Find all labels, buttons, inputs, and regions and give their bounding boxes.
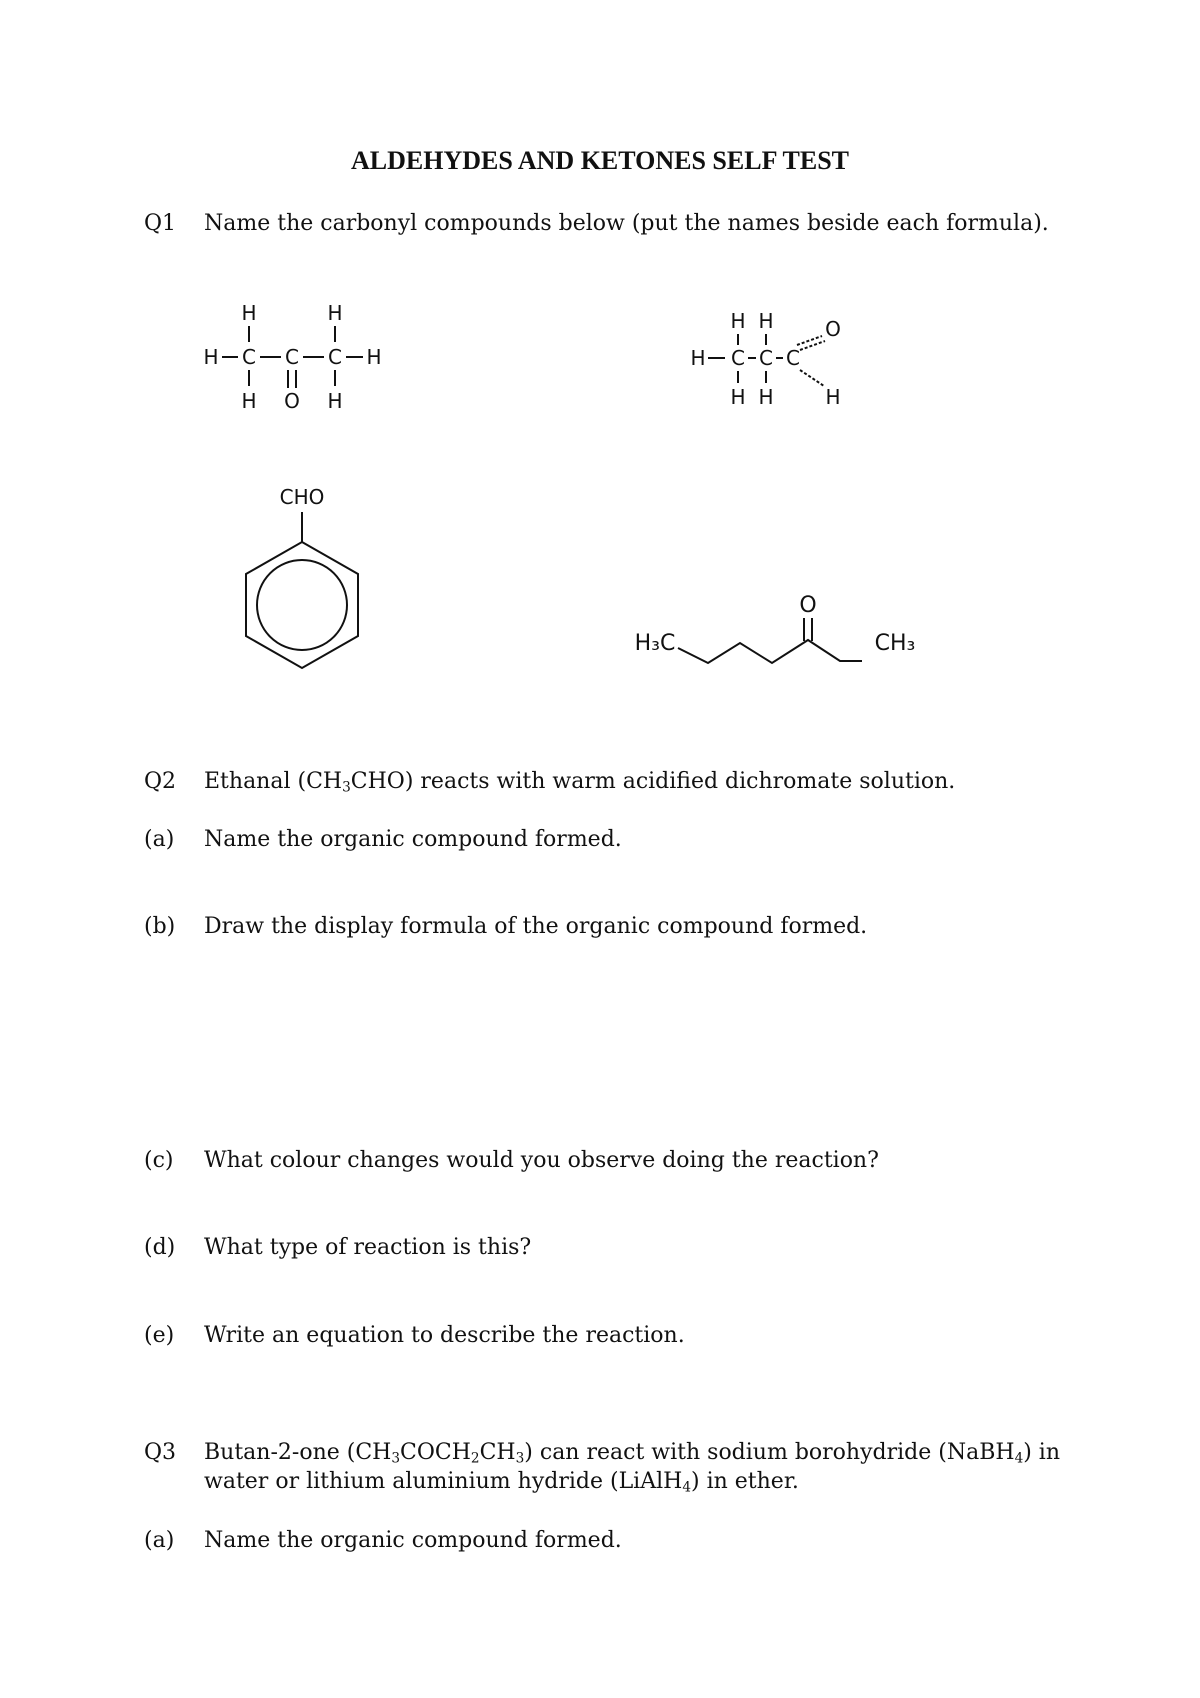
part-label: (a) (144, 827, 175, 852)
part-text: Draw the display formula of the organic compound formed. (204, 914, 868, 939)
atom-c: C (759, 346, 773, 370)
atom-h: H (366, 345, 382, 369)
atom-h: H (690, 346, 706, 370)
question-text: water or lithium aluminium hydride (LiAlH$_4$) in ether. (204, 1469, 799, 1496)
part-text: Name the organic compound formed. (204, 1528, 622, 1553)
atom-h: H (825, 385, 841, 409)
part-label: (a) (144, 1528, 175, 1553)
ch3-label: CH₃ (874, 631, 916, 656)
atom-h: H (327, 301, 343, 325)
atom-o: O (284, 389, 300, 413)
part-text: What colour changes would you observe doing the reaction? (204, 1148, 879, 1173)
atom-o: O (799, 593, 817, 618)
cho-group-label: CHO (279, 485, 325, 509)
atom-c: C (242, 345, 256, 369)
part-text: Write an equation to describe the reaction. (204, 1323, 685, 1348)
part-label: (e) (144, 1323, 175, 1348)
benzaldehyde-structure (230, 480, 380, 690)
page-title: ALDEHYDES AND KETONES SELF TEST (350, 146, 850, 175)
propanone-structure (190, 300, 400, 420)
atom-h: H (730, 310, 746, 333)
atom-h: H (758, 385, 774, 409)
atom-h: H (730, 385, 746, 409)
atom-c: C (786, 346, 800, 370)
part-text: What type of reaction is this? (204, 1235, 532, 1260)
atom-h: H (758, 310, 774, 333)
atom-c: C (731, 346, 745, 370)
part-label: (d) (144, 1235, 176, 1260)
question-number: Q2 (144, 769, 177, 794)
atom-c: C (285, 345, 299, 369)
atom-o: O (825, 317, 841, 341)
atom-h: H (241, 389, 257, 413)
question-text: Butan-2-one $(CH_3COCH_2CH_3)$ can react with sodium borohydride (NaBH$_4$) in (204, 1440, 1061, 1467)
question-text: Name the carbonyl compounds below (put the names beside each formula). (204, 211, 1049, 236)
part-text: Name the organic compound formed. (204, 827, 622, 852)
question-number: Q3 (144, 1440, 177, 1465)
atom-c: C (328, 345, 342, 369)
h3c-label: H₃C (634, 631, 676, 656)
atom-h: H (241, 301, 257, 325)
atom-h: H (327, 389, 343, 413)
question-number: Q1 (144, 211, 177, 236)
part-label: (c) (144, 1148, 174, 1173)
propanal-structure (680, 310, 860, 420)
ketone-skeletal-structure (630, 585, 930, 670)
question-text: Ethanal $(CH_3CHO)$ reacts with warm acidified dichromate solution. (204, 769, 956, 796)
atom-h: H (203, 345, 219, 369)
part-label: (b) (144, 914, 176, 939)
